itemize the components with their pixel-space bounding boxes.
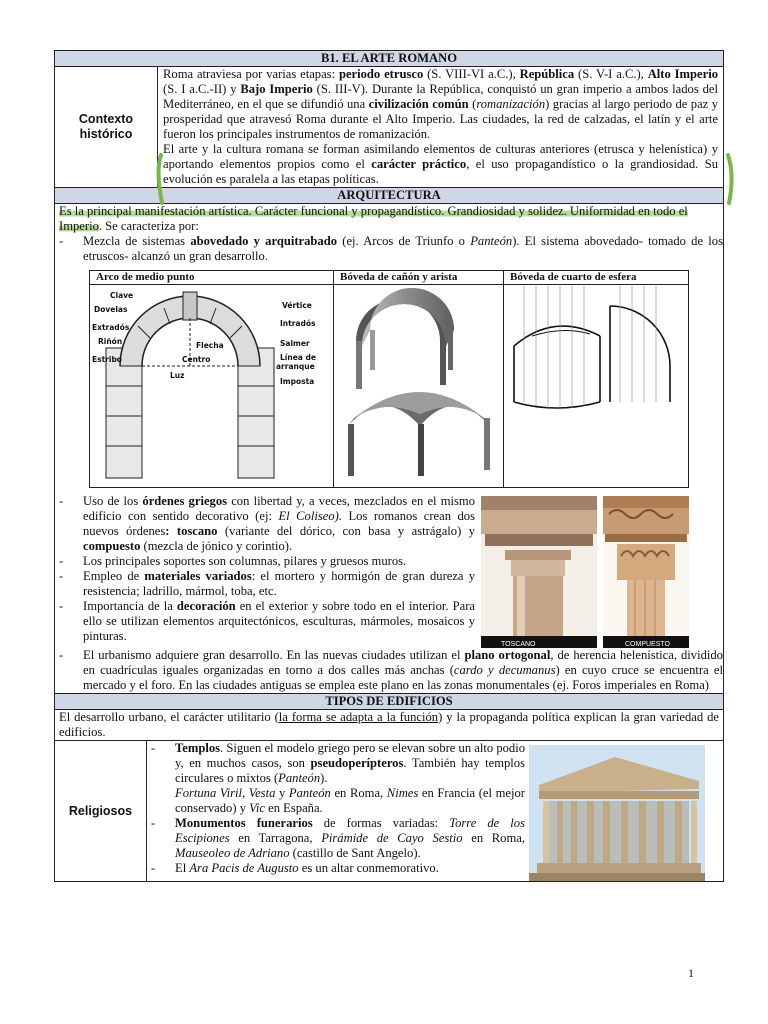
arquitectura-item-urbanismo: - El urbanismo adquiere gran desarrollo. En las nuevas ciudades utilizan el plano ortogonal, de herencia helenística, dividido en cuadrículas iguales organizadas en torno a dos calles más anchas (cardo y decumanus) en cuyo cruce se encuentra el mercado y el foro. En las ciudades antiguas se emplea este plano en las zonas monumentales (ej. Foros imperiales en Roma) <box>55 648 723 693</box>
toscano-order-image <box>481 496 597 648</box>
arch-header-canon-arista: Bóveda de cañón y arista <box>334 271 503 285</box>
arquitectura-item-ordenes: - Uso de los órdenes griegos con libertad y, a veces, mezclados en el mismo edificio con sentido decorativo (ej: El Coliseo). Los romanos crean dos nuevos órdenes: toscano (variante del dórico, con basa y astrágalo) y compuesto (mezcla de jónico y corintio). <box>55 494 475 554</box>
arch-types-table <box>89 270 689 488</box>
context-row <box>55 67 723 188</box>
arquitectura-item-decoracion: - Importancia de la decoración en el exterior y sobre todo en el interior. Para ello se utilizan elementos arquitectónicos, esculturas, mármoles, mosaicos y pinturas. <box>55 599 475 644</box>
arch-label-extrados: Extradós <box>92 323 130 332</box>
arch-label-luz: Luz <box>170 371 185 380</box>
context-paragraph-1: Roma atraviesa por varias etapas: periodo etrusco (S. VIII-VI a.C.), República (S. V-I a.C.), Alto Imperio (S. I a.C.-II) y Bajo Imperio (S. III-V). Durante la República, conquistó un gran imperio a ambos lados del Mediterráneo, en el que se difundió una civilización común (romanización) gracias al largo periodo de paz y prosperidad que atravesó Roma durante el Alto Imperio. Las ciudades, la red de calzadas, el latín y el arte fueron los principales instrumentos de romanización. <box>163 67 719 141</box>
arch-column-cuarto-esfera <box>504 271 688 487</box>
orders-block <box>55 494 723 648</box>
section-header-arquitectura: ARQUITECTURA <box>55 188 723 204</box>
arch-label-salmer: Salmer <box>280 339 310 348</box>
orders-images <box>481 496 689 648</box>
section-header-tipos: TIPOS DE EDIFICIOS <box>55 694 723 710</box>
religiosos-text <box>147 741 525 881</box>
tipos-intro: El desarrollo urbano, el carácter utilitario (la forma se adapta a la función) y la propaganda política explican la gran variedad de edificios. <box>59 710 719 739</box>
page-number: 1 <box>688 966 694 980</box>
quarter-sphere-vault-illustration <box>504 285 688 487</box>
religiosos-label: Religiosos <box>55 741 147 881</box>
arch-label-clave: Clave <box>110 291 134 300</box>
arch-label-linea-de: Línea de <box>280 353 316 362</box>
order-label-compuesto: COMPUESTO <box>625 641 670 648</box>
arquitectura-item-materiales: - Empleo de materiales variados: el mortero y hormigón de gran dureza y resistencia; ladrillo, mármol, toba, etc. <box>55 569 475 599</box>
arch-label-dovelas: Dovelas <box>94 305 128 314</box>
arch-label-flecha: Flecha <box>196 341 224 350</box>
arch-label-intrados: Intradós <box>280 319 316 328</box>
arquitectura-body <box>55 204 723 694</box>
religiosos-item-funerarios: - Monumentos funerarios de formas variadas: Torre de los Escipiones en Tarragona, Pirámide de Cayo Sestio en Roma, Mauseoleo de Adriano (castillo de Sant Angelo). <box>147 816 525 861</box>
religiosos-item-ara: - El Ara Pacis de Augusto es un altar conmemorativo. <box>147 861 525 876</box>
arch-label-centro: Centro <box>182 355 211 364</box>
arquitectura-item-sistemas: - Mezcla de sistemas abovedado y arquitrabado (ej. Arcos de Triunfo o Panteón). El sistema abovedado- tomado de los etruscos- alcanzó un gran desarrollo. <box>55 234 723 264</box>
arch-column-canon-arista <box>334 271 504 487</box>
arch-diagram-illustration <box>90 285 334 487</box>
tipos-intro-row <box>55 710 723 741</box>
arch-header-medio-punto: Arco de medio punto <box>90 271 333 285</box>
highlight-bracket-left <box>154 153 166 205</box>
arquitectura-item-soportes: - Los principales soportes son columnas, pilares y gruesos muros. <box>55 554 475 569</box>
arch-label-vertice: Vértice <box>282 301 312 310</box>
arch-column-medio-punto <box>90 271 334 487</box>
compuesto-order-image <box>603 496 689 648</box>
arquitectura-intro: Es la principal manifestación artística. Carácter funcional y propagandístico. Grandiosidad y solidez. Uniformidad en todo el Imperio. Se caracteriza por: <box>59 204 688 233</box>
religiosos-row <box>55 741 723 881</box>
context-paragraph-2: El arte y la cultura romana se forman asimilando elementos de culturas anteriores (etrusca y helenística) y aportando elementos propios como el carácter práctico, el uso propagandístico o la grandiosidad. Su evolución es paralela a las etapas políticas. <box>163 142 719 186</box>
arch-label-arranque: arranque <box>276 362 315 371</box>
highlight-bracket-right <box>723 153 737 205</box>
arch-label-estribo: Estribo <box>92 355 122 364</box>
context-text <box>158 67 723 187</box>
maison-carree-photo <box>529 745 705 881</box>
document-table <box>54 50 724 882</box>
orders-text <box>55 494 475 648</box>
barrel-vault-illustration <box>334 285 504 487</box>
order-label-toscano: TOSCANO <box>501 641 536 648</box>
arch-header-cuarto-esfera: Bóveda de cuarto de esfera <box>504 271 688 285</box>
religiosos-content <box>147 741 723 881</box>
document-title: B1. EL ARTE ROMANO <box>55 51 723 67</box>
arch-label-imposta: Imposta <box>280 377 315 386</box>
context-label: Contexto histórico <box>55 67 158 187</box>
religiosos-item-templos: - Templos. Siguen el modelo griego pero se elevan sobre un alto podio y, en muchos casos, son pseudoperípteros. También hay templos circulares o mixtos (Panteón). <box>147 741 525 786</box>
arch-label-rinon: Riñón <box>98 337 123 346</box>
religiosos-templos-ejemplos: Fortuna Viril, Vesta y Panteón en Roma, Nimes en Francia (el mejor conservado) y Vic en España. <box>175 786 525 815</box>
